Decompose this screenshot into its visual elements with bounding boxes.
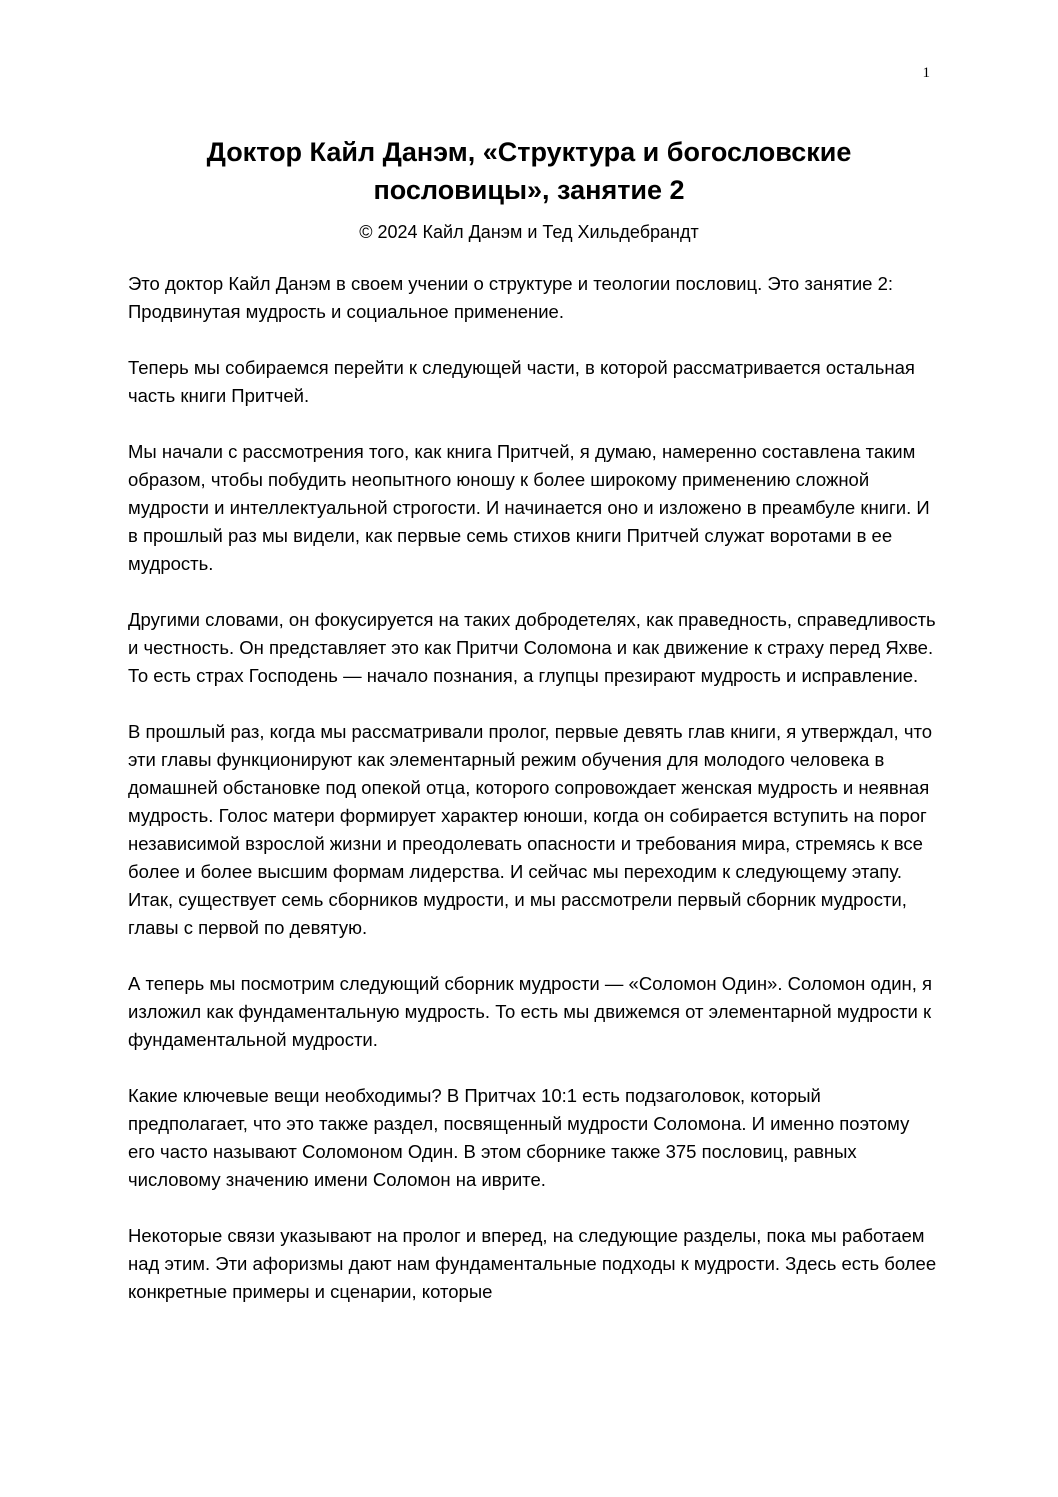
paragraph: Некоторые связи указывают на пролог и вперед, на следующие разделы, пока мы работаем над этим. Эти афоризмы дают нам фундаментальные подходы к мудрости. Здесь есть более конкретные примеры и сценарии, которые bbox=[128, 1225, 937, 1302]
copyright-line: © 2024 Кайл Данэм и Тед Хильдебрандт bbox=[359, 222, 699, 242]
paragraph: Теперь мы собираемся перейти к следующей части, в которой рассматривается остальная часть книги Притчей. bbox=[128, 357, 915, 406]
paragraph: Какие ключевые вещи необходимы? В Притчах 10:1 есть подзаголовок, который предполагает, что это также раздел, посвященный мудрости Соломона. И именно поэтому его часто называют Соломоном Один. В этом сборнике также 375 пословиц, равных числовому значению имени Соломон на иврите. bbox=[128, 1085, 910, 1190]
paragraph: Это доктор Кайл Данэм в своем учении о структуре и теологии пословиц. Это занятие 2: Продвинутая мудрость и социальное применение. bbox=[128, 273, 894, 322]
document-title: Доктор Кайл Данэм, «Структура и богословские пословицы», занятие 2 bbox=[206, 137, 852, 205]
page-number: 1 bbox=[922, 65, 930, 81]
paragraph: В прошлый раз, когда мы рассматривали пролог, первые девять глав книги, я утверждал, что эти главы функционируют как элементарный режим обучения для молодого человека в домашней обстановке под опекой отца, которого сопровождает женская мудрость и неявная мудрость. Голос матери формирует характер юноши, когда он собирается вступить на порог независимой взрослой жизни и преодолевать опасности и требования мира, стремясь к все более и более высшим формам лидерства. И сейчас мы переходим к следующему этапу. Итак, существует семь сборников мудрости, и мы рассмотрели первый сборник мудрости, главы с первой по девятую. bbox=[128, 721, 933, 938]
paragraph: А теперь мы посмотрим следующий сборник мудрости — «Соломон Один». Соломон один, я изложил как фундаментальную мудрость. То есть мы движемся от элементарной мудрости к фундаментальной мудрости. bbox=[128, 973, 933, 1050]
paragraph: Мы начали с рассмотрения того, как книга Притчей, я думаю, намеренно составлена таким образом, чтобы побудить неопытного юношу к более широкому применению сложной мудрости и интеллектуальной строгости. И начинается оно и изложено в преамбуле книги. И в прошлый раз мы видели, как первые семь стихов книги Притчей служат воротами в ее мудрость. bbox=[128, 441, 930, 574]
paragraph: Другими словами, он фокусируется на таких добродетелях, как праведность, справедливость и честность. Он представляет это как Притчи Соломона и как движение к страху перед Яхве. То есть страх Господень — начало познания, а глупцы презирают мудрость и исправление. bbox=[128, 609, 936, 686]
document-body bbox=[128, 270, 940, 1334]
